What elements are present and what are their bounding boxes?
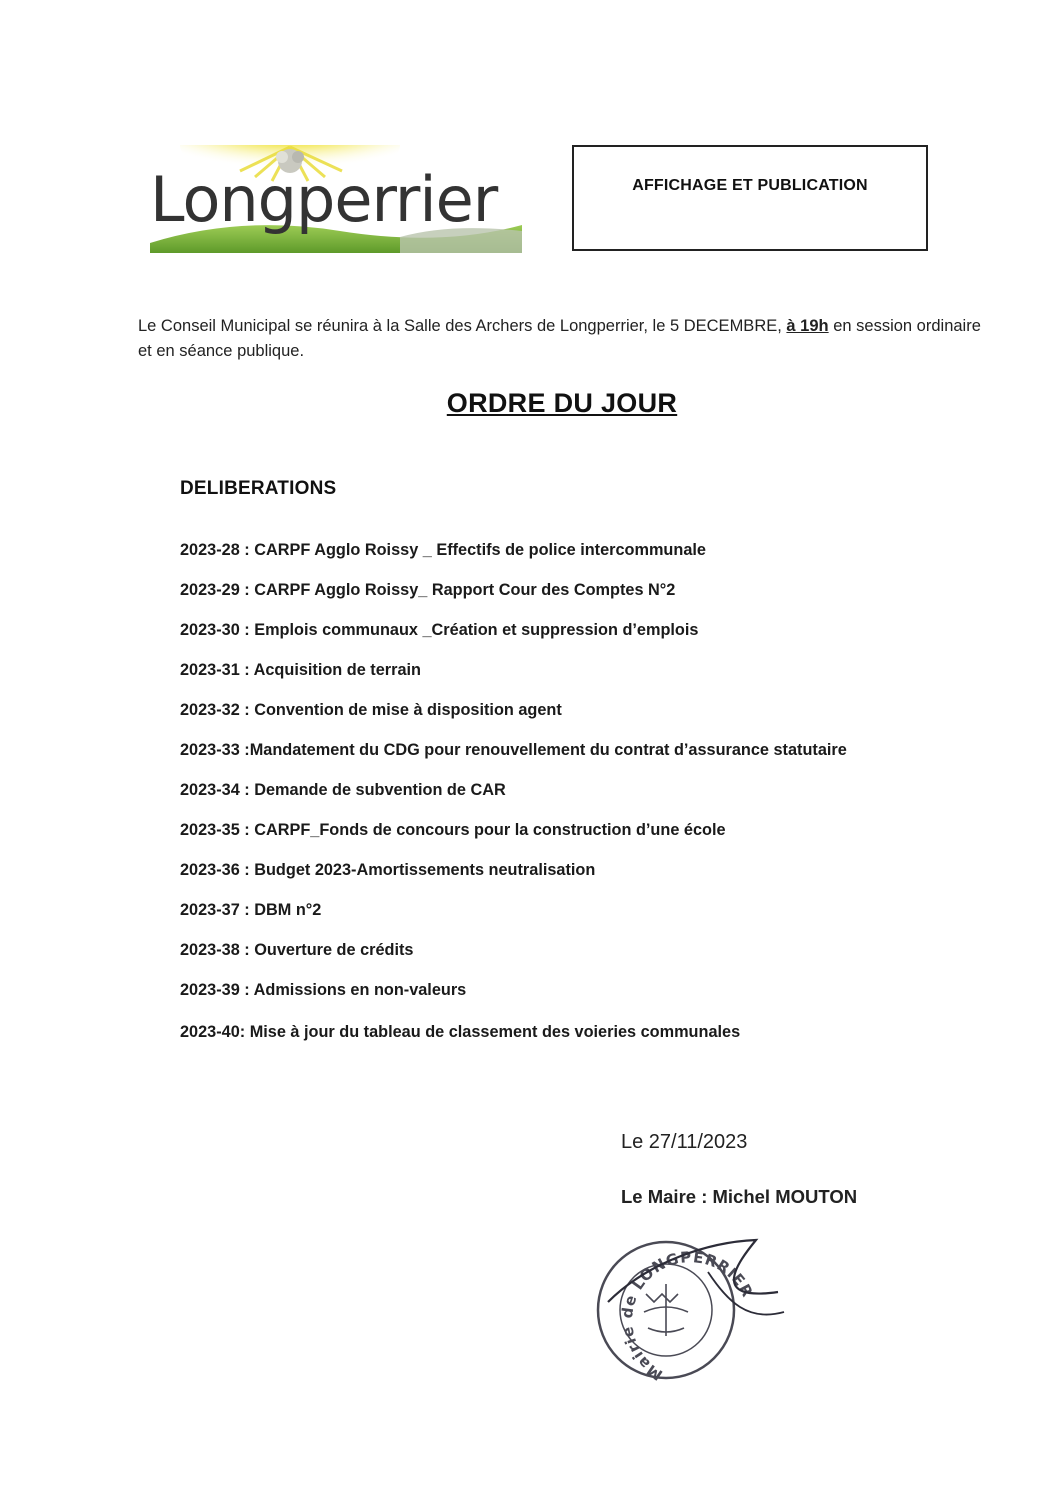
announcement-text-end: en session ordinaire et en séance publique. <box>138 317 981 360</box>
meeting-announcement <box>138 314 998 364</box>
stamp-text: Mairie de LONGPERRIER <box>618 1248 757 1385</box>
list-item: 2023-30 : Emplois communaux _Création et suppression d’emplois <box>180 621 699 639</box>
list-item: 2023-39 : Admissions en non-valeurs <box>180 981 467 999</box>
list-item: 2023-34 : Demande de subvention de CAR <box>180 781 506 799</box>
list-item: 2023-28 : CARPF Agglo Roissy _ Effectifs de police intercommunale <box>180 541 706 559</box>
document-date: Le 27/11/2023 <box>621 1131 748 1153</box>
publication-box <box>572 145 928 251</box>
list-item: 2023-36 : Budget 2023-Amortissements neutralisation <box>180 861 596 879</box>
announcement-text-start: Le Conseil Municipal se réunira à la Salle des Archers de Longperrier, le 5 DECEMBRE, <box>138 317 787 335</box>
list-item: 2023-35 : CARPF_Fonds de concours pour la construction d’une école <box>180 821 726 839</box>
list-item: 2023-32 : Convention de mise à disposition agent <box>180 701 562 719</box>
list-item: 2023-40: Mise à jour du tableau de classement des voieries communales <box>180 1023 741 1041</box>
section-title: DELIBERATIONS <box>180 478 337 499</box>
mairie-stamp <box>588 1232 788 1392</box>
list-item: 2023-31 : Acquisition de terrain <box>180 661 421 679</box>
list-item: 2023-38 : Ouverture de crédits <box>180 941 414 959</box>
meeting-hour: à 19h <box>786 317 829 335</box>
page-title: ORDRE DU JOUR <box>446 388 678 418</box>
deliberation-list <box>180 541 847 1063</box>
stamp-seal-graphic <box>588 1232 788 1392</box>
list-item: 2023-29 : CARPF Agglo Roissy_ Rapport Cour des Comptes N°2 <box>180 581 676 599</box>
mayor-signature-line: Le Maire : Michel MOUTON <box>621 1186 858 1207</box>
publication-label: AFFICHAGE ET PUBLICATION <box>632 177 868 194</box>
list-item: 2023-33 :Mandatement du CDG pour renouvellement du contrat d’assurance statutaire <box>180 741 847 759</box>
logo-text: Longperrier <box>150 163 498 236</box>
longperrier-logo <box>150 145 522 253</box>
list-item: 2023-37 : DBM n°2 <box>180 901 322 919</box>
